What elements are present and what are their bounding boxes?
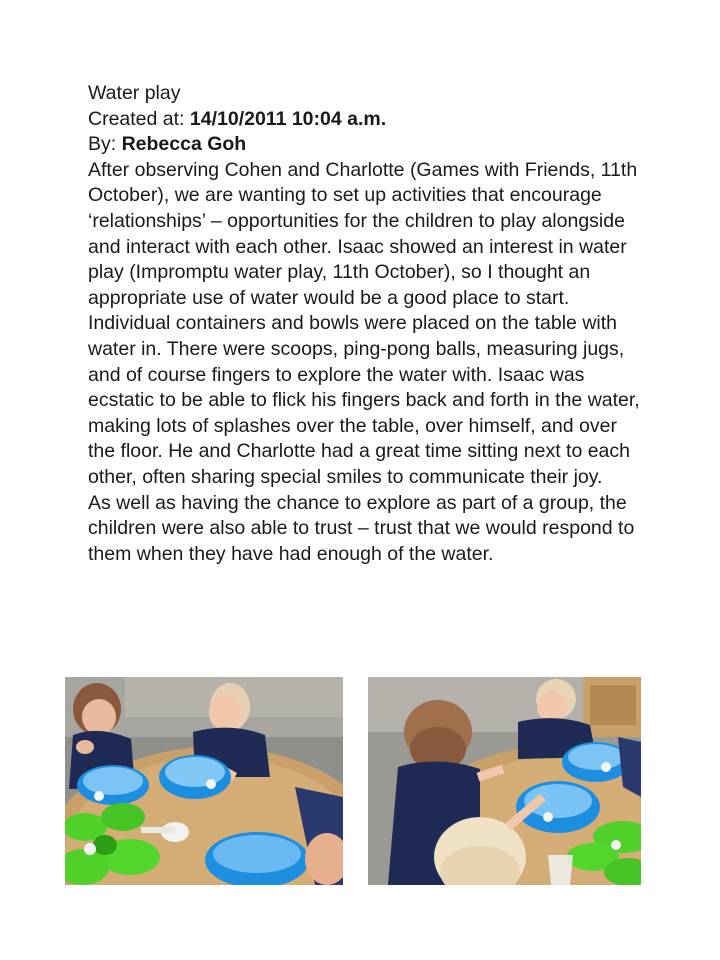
observation-text [88,81,648,567]
paragraph-intro: After observing Cohen and Charlotte (Games with Friends, 11th October), we are wanting to set up activities that encourage ‘relationships’ – opportunities for the children to play alongside and interact with each other. Isaac showed an interest in water play (Impromptu water play, 11th October), so I thought an appropriate use of water would be a good place to start. [88,158,638,309]
paragraph-activity: Individual containers and bowls were placed on the table with water in. There were scoops, ping-pong balls, measuring jugs, and of course fingers to explore the water with. Isaac was ecstatic to be able to flick his fingers back and forth in the water, making lots of splashes over the table, over himself, and over the floor. He and Charlotte had a great time sitting next to each other, often sharing special smiles to communicate their joy. [88,312,640,488]
created-value: 14/10/2011 10:04 a.m. [189,107,387,130]
created-label: Created at: [88,107,190,130]
photo-water-play-left [65,677,343,885]
author-label: By: [88,133,122,156]
paragraph-trust: As well as having the chance to explore as part of a group, the children were also able to trust – trust that we would respond to them when they have had enough of the water. [88,491,635,565]
author-name: Rebecca Goh [121,133,247,156]
author-line [88,132,648,158]
created-line [88,107,648,133]
document-title: Water play [88,82,181,104]
photo-water-play-right [368,677,641,885]
